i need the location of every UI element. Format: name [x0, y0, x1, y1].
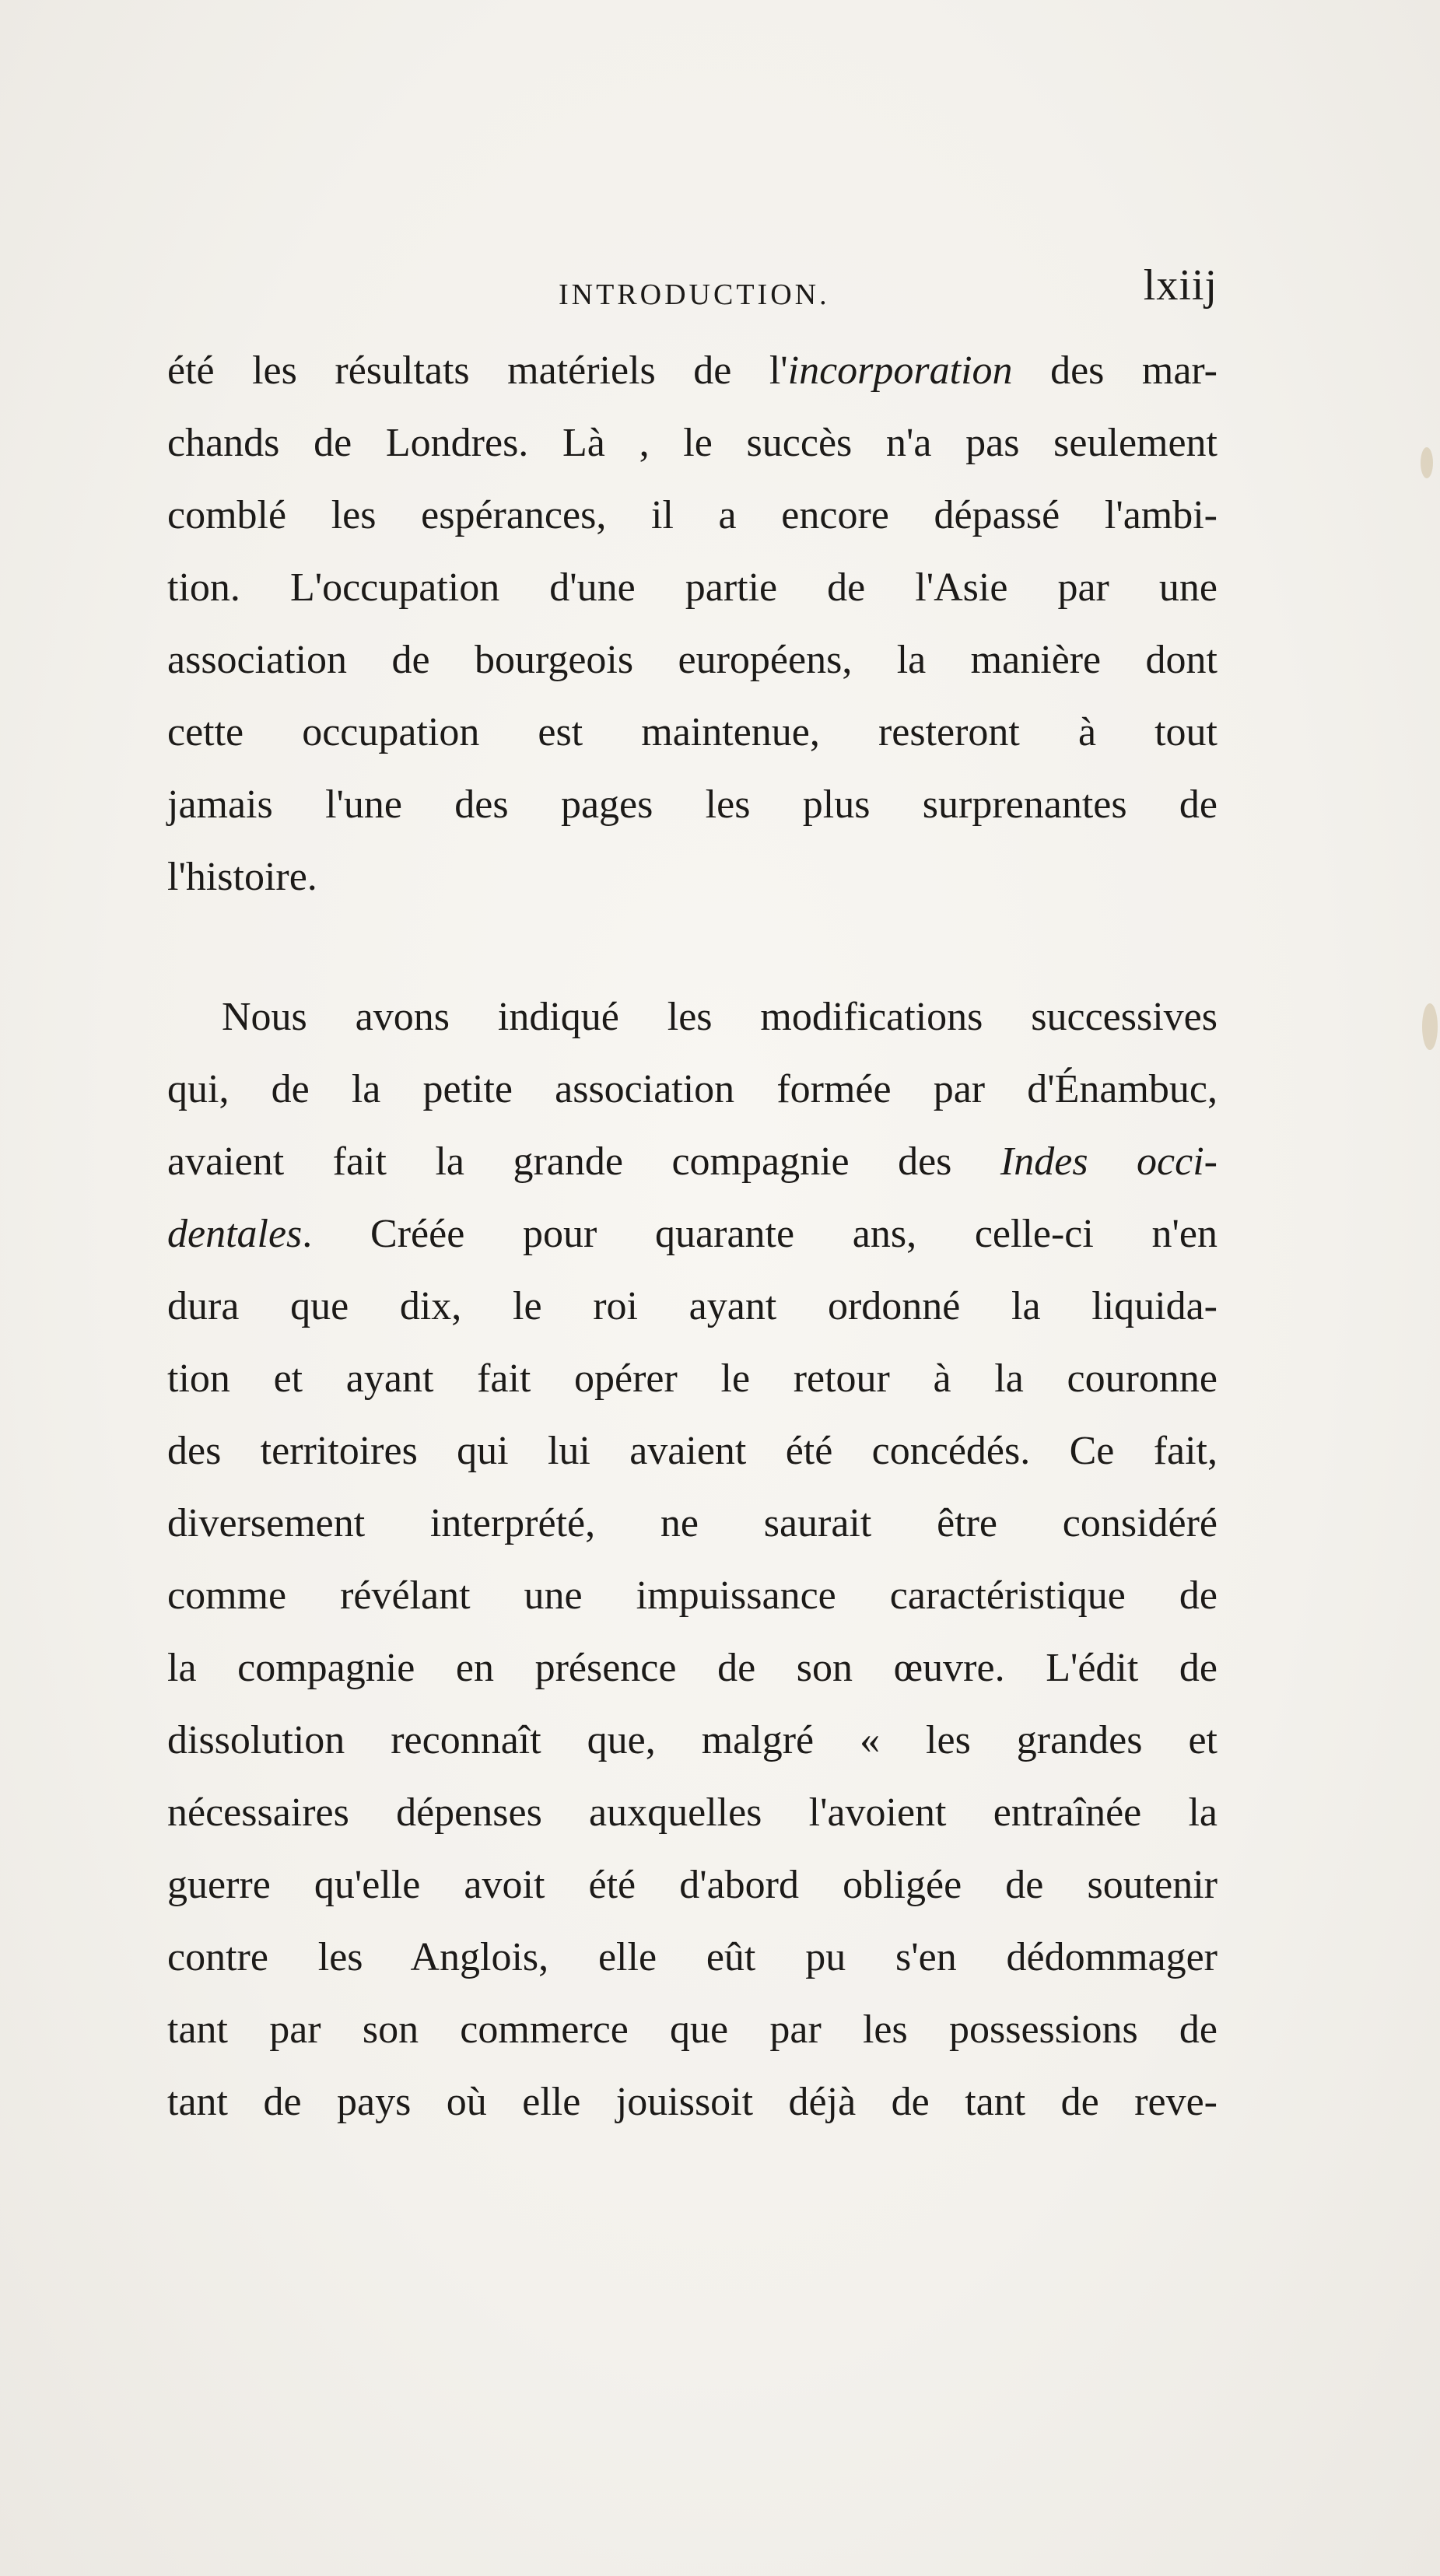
text-line	[167, 1270, 1218, 1342]
italic-text: dentales	[167, 1212, 303, 1256]
text-run: guerre qu'elle avoit été d'abord obligée de soutenir	[167, 1863, 1218, 1907]
text-line	[167, 1198, 1218, 1270]
text-line	[167, 981, 1218, 1053]
italic-text: Indes occi-	[1000, 1139, 1218, 1184]
text-run: l'histoire.	[167, 855, 317, 899]
text-line	[167, 2066, 1218, 2138]
text-run: Nous avons indiqué les modifications successives	[222, 995, 1218, 1039]
text-line	[167, 1993, 1218, 2066]
text-line	[167, 1053, 1218, 1125]
text-run: avaient fait la grande compagnie des	[167, 1139, 1000, 1184]
text-run: tion. L'occupation d'une partie de l'Asie par une	[167, 565, 1218, 610]
text-run: comme révélant une impuissance caractéristique de	[167, 1573, 1218, 1618]
text-line	[167, 768, 1218, 841]
text-run: contre les Anglois, elle eût pu s'en dédommager	[167, 1935, 1218, 1979]
text-line	[167, 1342, 1218, 1415]
text-run: tant par son commerce que par les possessions de	[167, 2007, 1218, 2052]
text-run: des territoires qui lui avaient été concédés. Ce fait,	[167, 1429, 1218, 1473]
text-run: nécessaires dépenses auxquelles l'avoient entraînée la	[167, 1790, 1218, 1835]
paper-stain	[1422, 1003, 1438, 1050]
paragraph-gap	[167, 913, 1218, 981]
page-number: lxiij	[1143, 261, 1218, 310]
text-line	[167, 407, 1218, 479]
text-line	[167, 1704, 1218, 1776]
text-line	[167, 1632, 1218, 1704]
text-line	[167, 551, 1218, 624]
text-run: association de bourgeois européens, la manière dont	[167, 638, 1218, 682]
text-run: tant de pays où elle jouissoit déjà de tant de reve-	[167, 2080, 1218, 2124]
text-run: tion et ayant fait opérer le retour à la couronne	[167, 1356, 1218, 1401]
text-line	[167, 1125, 1218, 1198]
text-line	[167, 334, 1218, 407]
text-line	[167, 1559, 1218, 1632]
text-run: la compagnie en présence de son œuvre. L'édit de	[167, 1646, 1218, 1690]
body-text	[167, 334, 1218, 2138]
italic-text: incorporation	[787, 348, 1013, 393]
text-run: jamais l'une des pages les plus surprenantes de	[167, 782, 1218, 827]
paper-stain	[1421, 447, 1433, 478]
paragraph-1	[167, 334, 1218, 913]
text-run: été les résultats matériels de l'	[167, 348, 788, 393]
text-line	[167, 479, 1218, 551]
text-line	[167, 1921, 1218, 1993]
text-run: qui, de la petite association formée par d'Énambuc,	[167, 1067, 1218, 1111]
text-line	[167, 841, 1218, 913]
text-line	[167, 696, 1218, 768]
text-run: cette occupation est maintenue, resteront à tout	[167, 710, 1218, 754]
paragraph-2	[167, 981, 1218, 2138]
text-run: dura que dix, le roi ayant ordonné la liquida-	[167, 1284, 1218, 1328]
text-line	[167, 1415, 1218, 1487]
running-head: INTRODUCTION.	[559, 278, 830, 311]
text-line	[167, 1776, 1218, 1849]
text-run: . Créée pour quarante ans, celle-ci n'en	[302, 1212, 1218, 1256]
text-line	[167, 1849, 1218, 1921]
text-line	[167, 1487, 1218, 1559]
page-header	[167, 261, 1218, 323]
text-run: chands de Londres. Là , le succès n'a pas seulement	[167, 421, 1218, 465]
text-line	[167, 624, 1218, 696]
text-run: dissolution reconnaît que, malgré « les grandes et	[167, 1718, 1218, 1762]
text-run: des mar-	[1012, 348, 1218, 393]
text-run: comblé les espérances, il a encore dépassé l'ambi-	[167, 493, 1218, 537]
text-run: diversement interprété, ne saurait être considéré	[167, 1501, 1218, 1545]
